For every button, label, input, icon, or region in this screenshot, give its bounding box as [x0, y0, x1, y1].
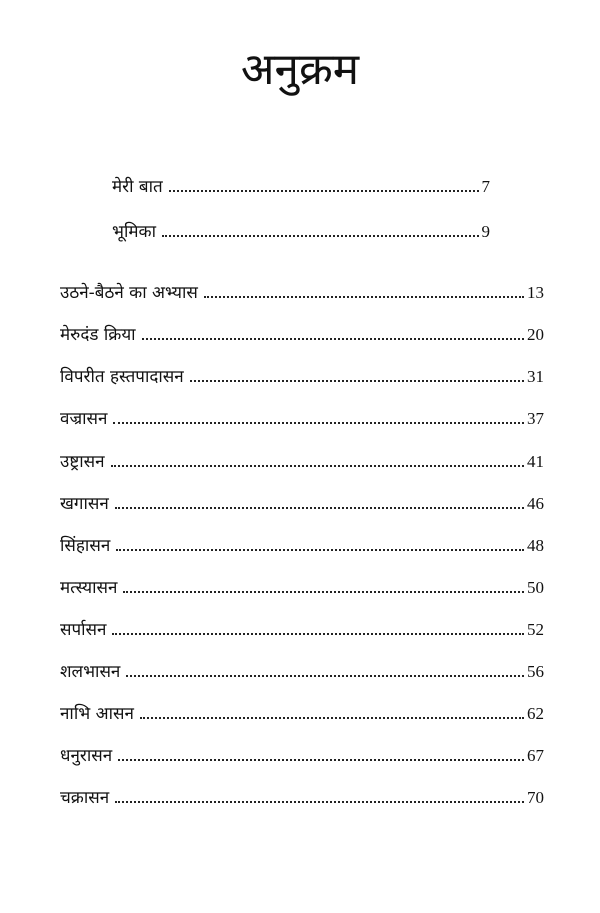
toc-entry: [60, 363, 544, 391]
toc-page-number: 20: [527, 325, 544, 344]
toc-page-number: 56: [527, 662, 544, 681]
toc-entry-label: धनुरासन: [60, 746, 113, 766]
toc-entry-label: खगासन: [60, 494, 109, 514]
toc-entry-label: भूमिका: [112, 222, 156, 242]
toc-entry-label: सिंहासन: [60, 536, 111, 556]
dot-leader: [115, 507, 524, 509]
toc-entry: [60, 490, 544, 518]
page-title: अनुक्रम: [240, 44, 360, 95]
toc-entry-label: मेरुदंड क्रिया: [60, 325, 136, 345]
toc-entry: [60, 321, 544, 349]
dot-leader: [113, 422, 524, 424]
toc-entry: [60, 700, 544, 728]
toc-page-number: 46: [527, 494, 544, 513]
dot-leader: [123, 591, 524, 593]
toc-entry-label: विपरीत हस्तपादासन: [60, 367, 184, 387]
toc-entry-label: वज्रासन: [60, 409, 108, 429]
dot-leader: [190, 380, 524, 382]
toc-page-number: 13: [527, 283, 544, 302]
toc-entry: [60, 616, 544, 644]
dot-leader: [112, 633, 524, 635]
toc-page-number: 48: [527, 536, 544, 555]
dot-leader: [115, 801, 524, 803]
toc-entry-label: चक्रासन: [60, 788, 110, 808]
toc-page-number: 62: [527, 704, 544, 723]
toc-entry: [60, 448, 544, 476]
dot-leader: [116, 549, 524, 551]
dot-leader: [140, 717, 524, 719]
toc-entry-label: शलभासन: [60, 662, 121, 682]
dot-leader: [118, 759, 524, 761]
toc-page-number: 31: [527, 367, 544, 386]
toc-entry: [60, 574, 544, 602]
dot-leader: [169, 190, 479, 192]
toc-entry-label: मेरी बात: [112, 177, 163, 197]
toc-entry-label: सर्पासन: [60, 620, 107, 640]
toc-entry: [60, 742, 544, 770]
dot-leader: [111, 465, 524, 467]
toc-entry-bhumika: [112, 218, 490, 246]
toc-entry-label: मत्स्यासन: [60, 578, 118, 598]
dot-leader: [162, 235, 479, 237]
toc-entry: [60, 532, 544, 560]
toc-page-number: 41: [527, 452, 544, 471]
toc-page-number: 67: [527, 746, 544, 765]
dot-leader: [204, 296, 524, 298]
toc-entry-label: उष्ट्रासन: [60, 452, 105, 472]
dot-leader: [142, 338, 524, 340]
toc-page-number: 37: [527, 409, 544, 428]
toc-entry: [60, 658, 544, 686]
toc-entry: [60, 405, 544, 433]
toc-entry-label: उठने-बैठने का अभ्यास: [60, 283, 198, 303]
toc-entry-meri-baat: [112, 173, 490, 201]
toc-page-number: 9: [481, 222, 490, 241]
toc-page-number: 70: [527, 788, 544, 807]
toc-page-number: 50: [527, 578, 544, 597]
toc-entry: [60, 279, 544, 307]
dot-leader: [126, 675, 524, 677]
toc-entry: [60, 784, 544, 812]
toc-page-number: 52: [527, 620, 544, 639]
toc-page-number: 7: [481, 177, 490, 196]
toc-entry-label: नाभि आसन: [60, 704, 134, 724]
